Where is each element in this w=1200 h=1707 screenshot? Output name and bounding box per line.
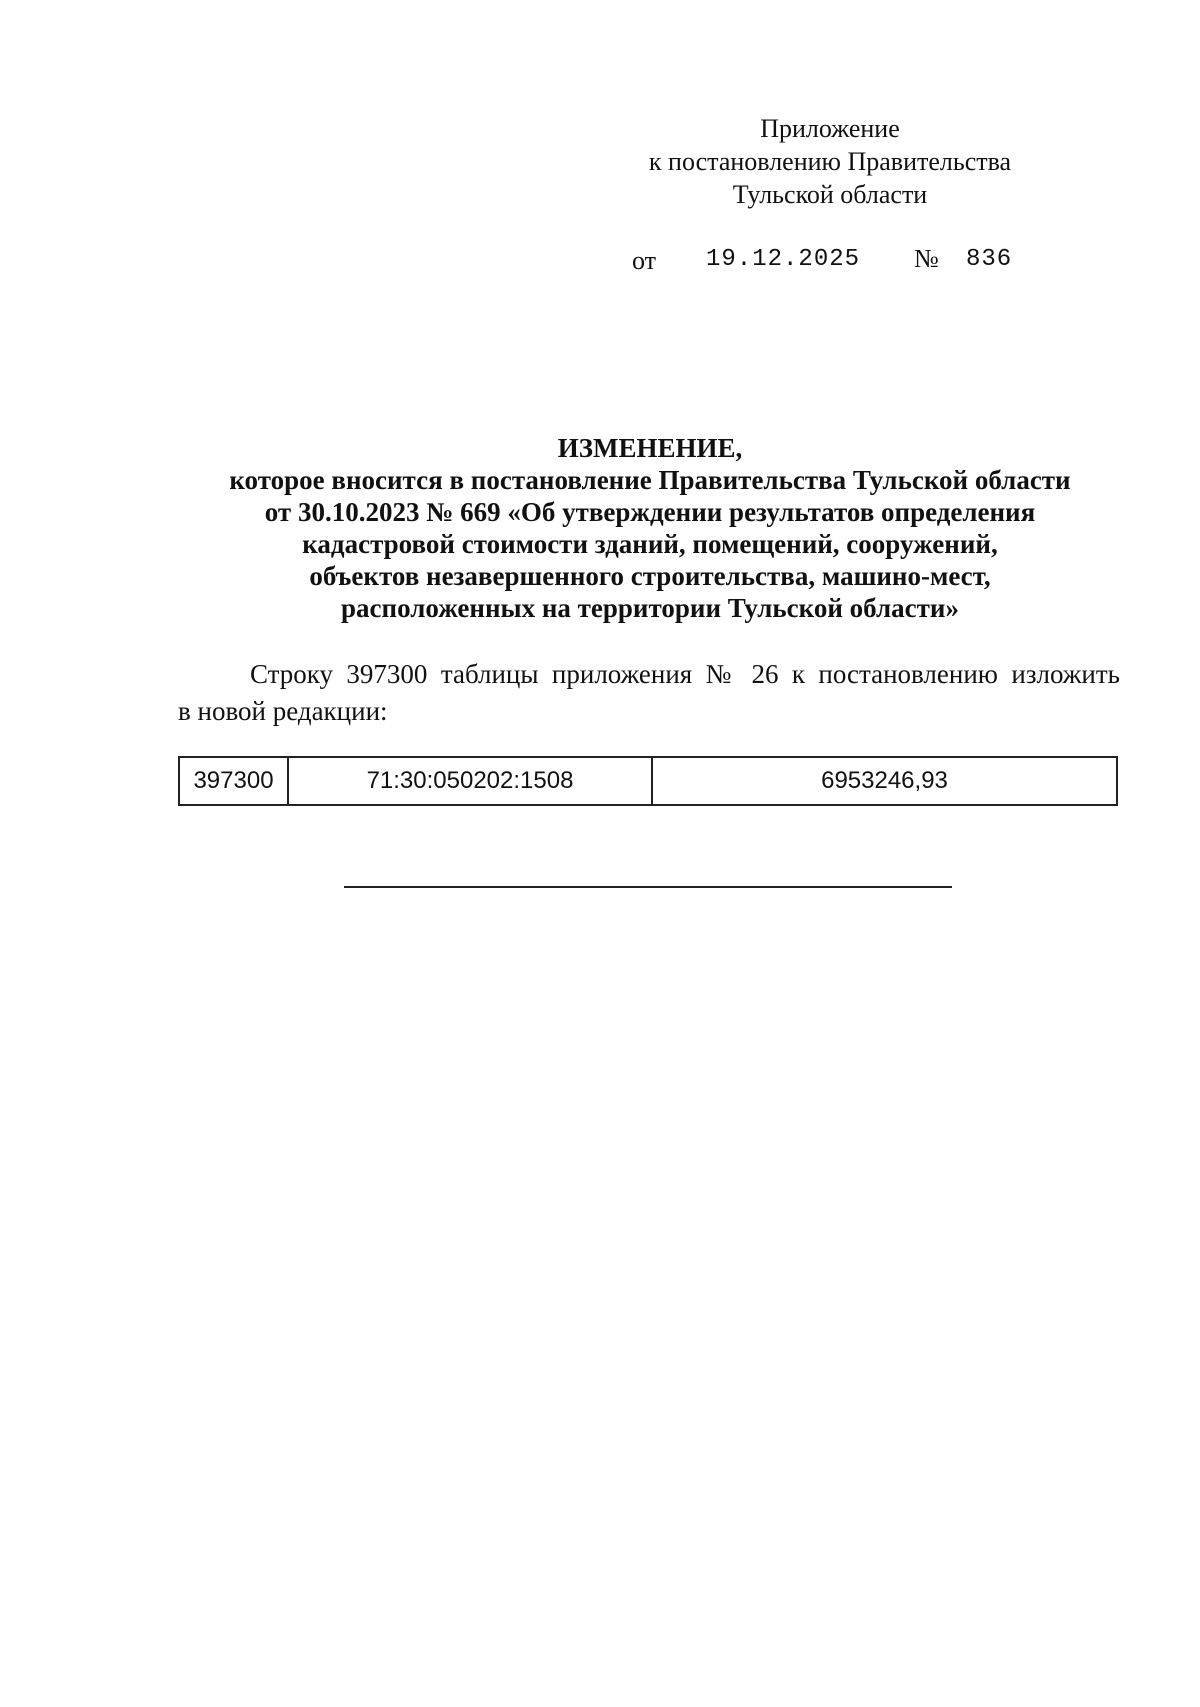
title-line: объектов незавершенного строительства, машино-мест, — [309, 561, 991, 591]
paragraph-line: Строку 397300 таблицы приложения № 26 к постановлению изложить — [250, 659, 1120, 689]
title-line: кадастровой стоимости зданий, помещений, сооружений, — [302, 529, 998, 559]
cadastral-number-cell: 71:30:050202:1508 — [288, 757, 652, 805]
appendix-reference: к постановлению Правительства — [648, 147, 1012, 176]
title-line: от 30.10.2023 № 669 «Об утверждении результатов определения — [264, 497, 1036, 527]
title-line: которое вносится в постановление Правительства Тульской области — [229, 465, 1071, 495]
appendix-header — [600, 112, 1060, 211]
appendix-label: Приложение — [760, 114, 900, 143]
title-line: расположенных на территории Тульской области» — [341, 593, 959, 623]
number-sign: № — [914, 244, 939, 273]
title-heading: ИЗМЕНЕНИЕ, — [557, 433, 743, 463]
row-number-cell: 397300 — [179, 757, 288, 805]
paragraph-line: в новой редакции: — [178, 696, 388, 726]
end-divider — [344, 886, 952, 888]
document-title — [150, 432, 1150, 624]
resolution-date-line — [0, 246, 1200, 280]
appendix-region: Тульской области — [732, 180, 928, 209]
table-row — [179, 757, 1117, 805]
date-prefix: от — [632, 246, 657, 275]
amendment-table — [178, 756, 1118, 806]
resolution-date: 19.12.2025 — [706, 246, 861, 273]
body-paragraph — [178, 656, 1120, 730]
cadastral-value-cell: 6953246,93 — [652, 757, 1117, 805]
resolution-number: 836 — [966, 246, 1013, 273]
